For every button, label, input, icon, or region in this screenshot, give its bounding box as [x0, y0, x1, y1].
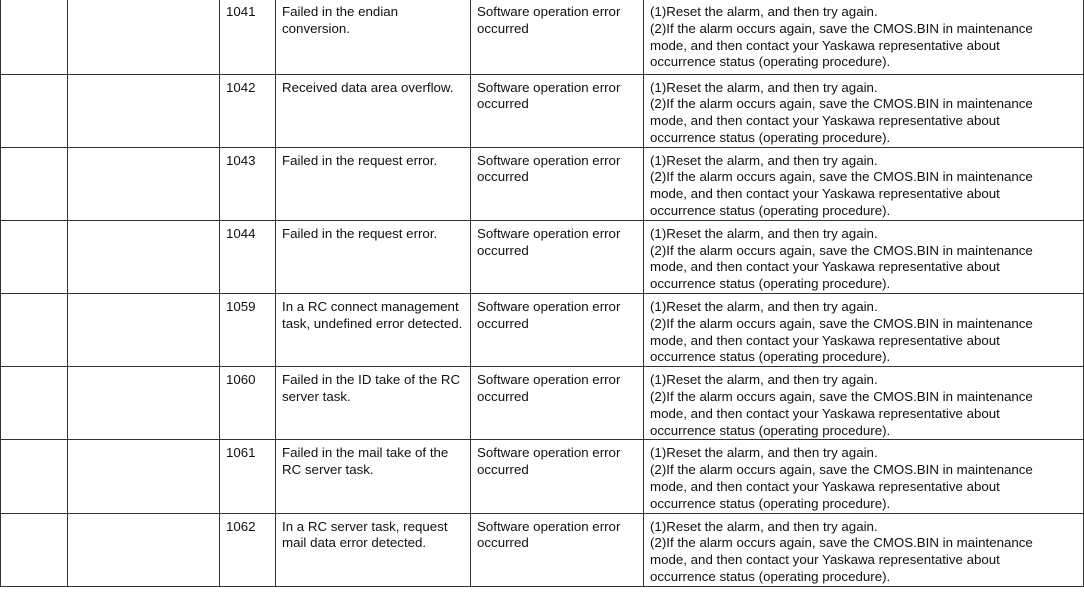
remedy-step-2-line-3: occurrence status (operating procedure).: [650, 422, 891, 438]
remedy-step-2-line-3: occurrence status (operating procedure).: [650, 129, 891, 145]
remedy-step-2-line-1: (2)If the alarm occurs again, save the CMOS.BIN in maintenance: [650, 20, 1033, 36]
alarm-code: 1060: [220, 367, 276, 440]
table-row: [1, 220, 1084, 293]
remedy-step-2-line-2: mode, and then contact your Yaskawa representative about: [650, 259, 1000, 275]
alarm-remedy: [644, 0, 1084, 74]
alarm-description: [276, 220, 471, 293]
remedy-step-1: (1)Reset the alarm, and then try again.: [650, 4, 878, 19]
alarm-remedy: [644, 367, 1084, 440]
blank-cell: [1, 513, 68, 586]
remedy-step-2-line-3: occurrence status (operating procedure).: [650, 54, 891, 70]
alarm-remedy: [644, 440, 1084, 513]
blank-cell: [68, 74, 220, 147]
blank-cell: [68, 294, 220, 367]
alarm-cause: [471, 440, 644, 513]
table-row: [1, 294, 1084, 367]
alarm-code: 1042: [220, 74, 276, 147]
description-text: Failed in the request error.: [282, 152, 438, 168]
table-row: [1, 0, 1084, 74]
alarm-remedy: [644, 74, 1084, 147]
remedy-step-2-line-2: mode, and then contact your Yaskawa representative about: [650, 113, 1000, 129]
remedy-step-1: (1)Reset the alarm, and then try again.: [650, 299, 878, 315]
remedy-step-1: (1)Reset the alarm, and then try again.: [650, 518, 878, 534]
table-row: [1, 367, 1084, 440]
remedy-step-2-line-1: (2)If the alarm occurs again, save the CMOS.BIN in maintenance: [650, 242, 1033, 258]
remedy-step-2-line-2: mode, and then contact your Yaskawa representative about: [650, 405, 1000, 421]
description-text: Failed in the mail take of the RC server task.: [282, 445, 449, 478]
remedy-step-2-line-3: occurrence status (operating procedure).: [650, 495, 891, 511]
description-text: Failed in the endian conversion.: [282, 4, 399, 36]
blank-cell: [1, 440, 68, 513]
alarm-description: [276, 513, 471, 586]
cause-text: Software operation error occurred: [477, 518, 621, 551]
table-row: [1, 74, 1084, 147]
blank-cell: [68, 367, 220, 440]
description-text: Received data area overflow.: [282, 79, 454, 95]
remedy-step-2-line-2: mode, and then contact your Yaskawa representative about: [650, 186, 1000, 202]
cause-text: Software operation error occurred: [477, 79, 621, 112]
alarm-code: 1059: [220, 294, 276, 367]
table-row: [1, 440, 1084, 513]
remedy-step-2-line-2: mode, and then contact your Yaskawa representative about: [650, 37, 1000, 53]
remedy-step-1: (1)Reset the alarm, and then try again.: [650, 445, 878, 461]
alarm-code: 1062: [220, 513, 276, 586]
blank-cell: [1, 147, 68, 220]
alarm-description: [276, 294, 471, 367]
alarm-description: [276, 440, 471, 513]
blank-cell: [68, 513, 220, 586]
remedy-step-1: (1)Reset the alarm, and then try again.: [650, 152, 878, 168]
remedy-step-2-line-1: (2)If the alarm occurs again, save the CMOS.BIN in maintenance: [650, 169, 1033, 185]
remedy-step-1: (1)Reset the alarm, and then try again.: [650, 225, 878, 241]
remedy-step-2-line-3: occurrence status (operating procedure).: [650, 276, 891, 292]
remedy-step-2-line-3: occurrence status (operating procedure).: [650, 349, 891, 365]
alarm-description: [276, 367, 471, 440]
remedy-step-2-line-1: (2)If the alarm occurs again, save the CMOS.BIN in maintenance: [650, 96, 1033, 112]
alarm-cause: [471, 367, 644, 440]
alarm-code: 1041: [220, 0, 276, 74]
blank-cell: [68, 147, 220, 220]
cause-text: Software operation error occurred: [477, 225, 621, 258]
remedy-step-1: (1)Reset the alarm, and then try again.: [650, 372, 878, 388]
alarm-remedy: [644, 513, 1084, 586]
cause-text: Software operation error occurred: [477, 372, 621, 405]
blank-cell: [1, 367, 68, 440]
table-row: [1, 147, 1084, 220]
alarm-cause: [471, 0, 644, 74]
alarm-remedy: [644, 220, 1084, 293]
alarm-cause: [471, 294, 644, 367]
remedy-step-2-line-1: (2)If the alarm occurs again, save the CMOS.BIN in maintenance: [650, 462, 1033, 478]
remedy-step-2-line-3: occurrence status (operating procedure).: [650, 569, 891, 585]
remedy-step-1: (1)Reset the alarm, and then try again.: [650, 79, 878, 95]
blank-cell: [1, 0, 68, 74]
alarm-remedy: [644, 294, 1084, 367]
table-row: [1, 513, 1084, 586]
alarm-cause: [471, 513, 644, 586]
description-text: Failed in the request error.: [282, 225, 438, 241]
blank-cell: [1, 74, 68, 147]
remedy-step-2-line-2: mode, and then contact your Yaskawa representative about: [650, 479, 1000, 495]
remedy-step-2-line-2: mode, and then contact your Yaskawa representative about: [650, 552, 1000, 568]
cause-text: Software operation error occurred: [477, 299, 621, 331]
alarm-description: [276, 0, 471, 74]
alarm-code: 1061: [220, 440, 276, 513]
remedy-step-2-line-2: mode, and then contact your Yaskawa representative about: [650, 332, 1000, 348]
cause-text: Software operation error occurred: [477, 4, 621, 36]
blank-cell: [68, 440, 220, 513]
description-text: In a RC server task, request mail data error detected.: [282, 518, 448, 551]
blank-cell: [1, 294, 68, 367]
blank-cell: [68, 220, 220, 293]
remedy-step-2-line-1: (2)If the alarm occurs again, save the CMOS.BIN in maintenance: [650, 535, 1033, 551]
remedy-step-2-line-1: (2)If the alarm occurs again, save the CMOS.BIN in maintenance: [650, 389, 1033, 405]
cause-text: Software operation error occurred: [477, 152, 621, 185]
alarm-description: [276, 147, 471, 220]
blank-cell: [1, 220, 68, 293]
description-text: In a RC connect management task, undefined error detected.: [282, 299, 463, 331]
remedy-step-2-line-1: (2)If the alarm occurs again, save the CMOS.BIN in maintenance: [650, 315, 1033, 331]
alarm-code: 1043: [220, 147, 276, 220]
alarm-remedy: [644, 147, 1084, 220]
alarm-cause: [471, 147, 644, 220]
remedy-step-2-line-3: occurrence status (operating procedure).: [650, 203, 891, 219]
blank-cell: [68, 0, 220, 74]
description-text: Failed in the ID take of the RC server task.: [282, 372, 461, 405]
alarm-description: [276, 74, 471, 147]
alarm-cause: [471, 74, 644, 147]
alarm-cause: [471, 220, 644, 293]
cause-text: Software operation error occurred: [477, 445, 621, 478]
alarm-code: 1044: [220, 220, 276, 293]
